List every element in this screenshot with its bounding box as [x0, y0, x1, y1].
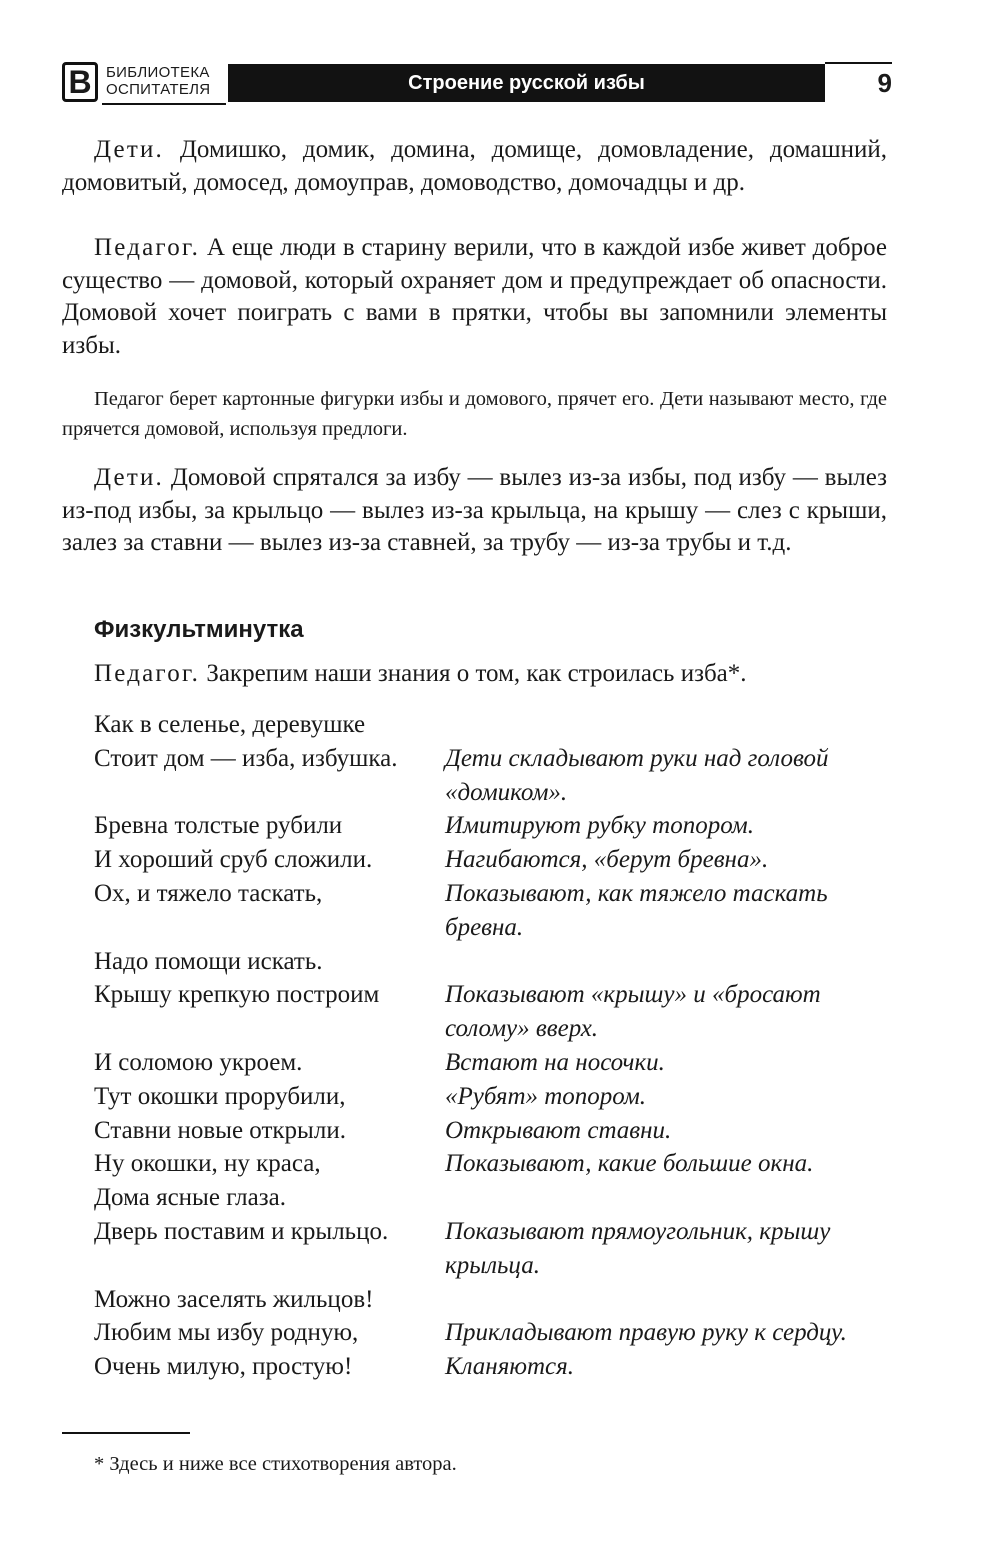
paragraph-children-1	[62, 134, 887, 199]
poem-row	[94, 1283, 894, 1317]
poem-line: Ставни новые открыли.	[94, 1116, 346, 1144]
poem-line: Очень милую, простую!	[94, 1353, 353, 1381]
poem-action: Нагибаются, «берут бревна».	[445, 846, 769, 874]
poem-row	[94, 1215, 894, 1283]
poem-line: Надо помощи искать.	[94, 947, 323, 975]
poem-line: Можно заселять жильцов!	[94, 1285, 374, 1313]
poem-row	[94, 1046, 894, 1080]
poem-line: Бревна толстые рубили	[94, 812, 343, 840]
paragraph-teacher-1	[62, 232, 887, 362]
paragraph-text: Закрепим наши знания о том, как строилась изба*.	[206, 660, 747, 687]
footnote: * Здесь и ниже все стихотворения автора.	[94, 1453, 457, 1475]
poem-action: Встают на носочки.	[445, 1048, 665, 1076]
speaker-label: Дети.	[94, 136, 165, 163]
poem-row	[94, 1316, 894, 1350]
running-header	[62, 62, 892, 106]
poem-row	[94, 877, 894, 945]
poem	[94, 708, 894, 1384]
poem-line: Стоит дом — изба, избушка.	[94, 744, 398, 772]
chapter-title: Строение русской избы	[228, 64, 825, 102]
poem-row	[94, 708, 894, 742]
poem-row	[94, 742, 894, 810]
speaker-label: Педагог.	[94, 234, 201, 261]
poem-line: Как в селенье, деревушке	[94, 711, 366, 738]
poem-row	[94, 1080, 894, 1114]
speaker-label: Педагог.	[94, 660, 201, 687]
poem-line: Ну окошки, ну краса,	[94, 1150, 321, 1178]
poem-action: Открывают ставни.	[445, 1116, 672, 1144]
poem-action: «Рубят» топором.	[445, 1082, 647, 1110]
poem-row	[94, 1147, 894, 1181]
speaker-label: Дети.	[94, 464, 165, 491]
poem-row	[94, 809, 894, 843]
poem-action: Показывают прямоугольник, крышу крыльца.	[445, 1217, 831, 1279]
section-heading: Физкультминутка	[94, 616, 304, 643]
series-logo-text	[106, 64, 210, 98]
series-logo-letter: В	[62, 62, 98, 102]
poem-row	[94, 1114, 894, 1148]
poem-action: Показывают, какие большие окна.	[445, 1150, 814, 1178]
stage-remark: Педагог берет картонные фигурки избы и домового, прячет его. Дети называют место, где прячется домовой, используя предлоги.	[62, 388, 887, 440]
poem-action: Показывают «крышу» и «бросают солому» вверх.	[445, 981, 821, 1043]
paragraph-text: А еще люди в старину верили, что в каждой избе живет доброе существо — домовой, который охраняет дом и предупреждает об опасности. Домовой хочет поиграть с вами в прятки, чтобы вы запомнили элементы избы.	[62, 234, 887, 359]
poem-line: И соломою укроем.	[94, 1048, 303, 1076]
poem-action: Кланяются.	[445, 1353, 574, 1381]
paragraph-teacher-2	[62, 658, 887, 691]
footnote-rule	[62, 1432, 190, 1434]
poem-row	[94, 843, 894, 877]
series-logo-line2: ОСПИТАТЕЛЯ	[106, 81, 211, 98]
paragraph-children-2	[62, 462, 887, 560]
poem-line: Ох, и тяжело таскать,	[94, 879, 323, 907]
poem-line: Любим мы избу родную,	[94, 1319, 359, 1347]
poem-action: Имитируют рубку топором.	[445, 812, 754, 840]
series-logo-line1: БИБЛИОТЕКА	[106, 64, 210, 81]
poem-line: Дверь поставим и крыльцо.	[94, 1217, 389, 1245]
poem-line: Дома ясные глаза.	[94, 1184, 286, 1212]
poem-action: Дети складывают руки над головой «домиком».	[445, 744, 829, 806]
series-logo	[62, 62, 226, 106]
page-number: 9	[877, 68, 892, 98]
paragraph-text: Домовой спрятался за избу — вылез из-за избы, под избу — вылез из-под избы, за крыльцо — вылез из-за крыльца, на крышу — слез с крыши, залез за ставни — вылез из-за ставней, за трубу — из-за трубы и т.д.	[62, 464, 887, 556]
poem-line: И хороший сруб сложили.	[94, 846, 373, 874]
poem-row	[94, 945, 894, 979]
poem-action: Показывают, как тяжело таскать бревна.	[445, 879, 828, 941]
poem-row	[94, 1350, 894, 1384]
poem-row	[94, 978, 894, 1046]
poem-line: Крышу крепкую построим	[94, 981, 380, 1009]
poem-row	[94, 1181, 894, 1215]
poem-action: Прикладывают правую руку к сердцу.	[445, 1319, 847, 1347]
paragraph-text: Домишко, домик, домина, домище, домовладение, домашний, домовитый, домосед, домоуправ, домоводство, домочадцы и др.	[62, 136, 888, 196]
poem-line: Тут окошки прорубили,	[94, 1082, 346, 1110]
logo-underline	[102, 103, 226, 105]
